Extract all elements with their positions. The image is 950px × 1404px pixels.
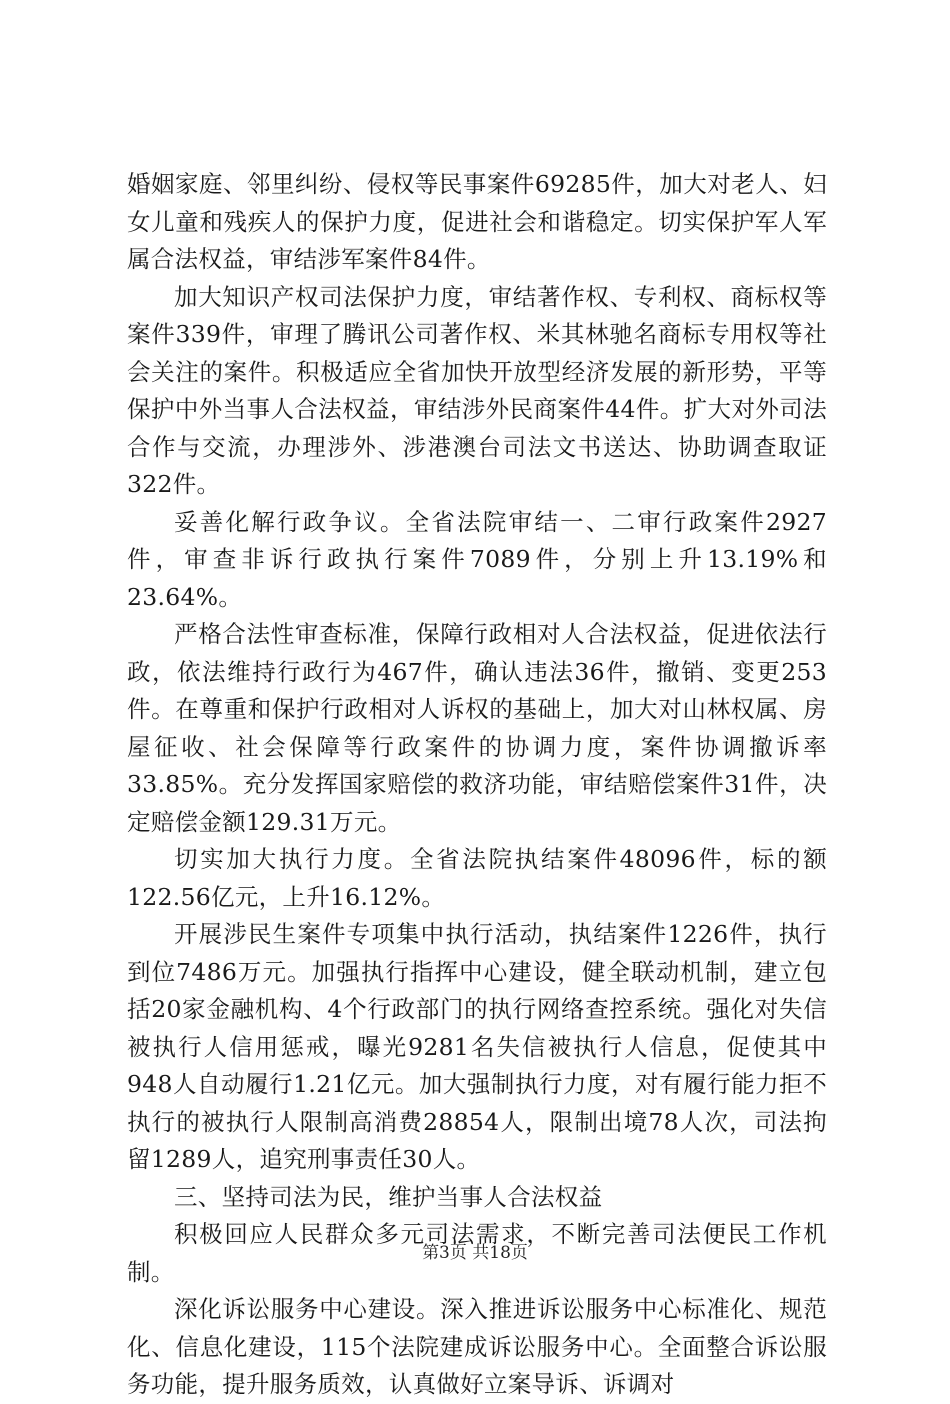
paragraph: 妥善化解行政争议。全省法院审结一、二审行政案件2927件，审查非诉行政执行案件7089件，分别上升13.19%和23.64%。 [127,507,827,611]
paragraph: 加大知识产权司法保护力度，审结著作权、专利权、商标权等案件339件，审理了腾讯公司著作权、米其林驰名商标专用权等社会关注的案件。积极适应全省加快开放型经济发展的新形势，平等保护中外当事人合法权益，审结涉外民商案件44件。扩大对外司法合作与交流，办理涉外、涉港澳台司法文书送达、协助调查取证322件。 [127,282,827,498]
paragraph: 婚姻家庭、邻里纠纷、侵权等民事案件69285件，加大对老人、妇女儿童和残疾人的保护力度，促进社会和谐稳定。切实保护军人军属合法权益，审结涉军案件84件。 [127,170,827,273]
paragraph: 严格合法性审查标准，保障行政相对人合法权益，促进依法行政，依法维持行政行为467件，确认违法36件，撤销、变更253件。在尊重和保护行政相对人诉权的基础上，加大对山林权属、房屋征收、社会保障等行政案件的协调力度，案件协调撤诉率33.85%。充分发挥国家赔偿的救济功能，审结赔偿案件31件，决定赔偿金额129.31万元。 [127,620,827,836]
paragraph: 切实加大执行力度。全省法院执结案件48096件，标的额122.56亿元，上升16.12%。 [127,845,827,911]
document-body [127,166,827,1404]
paragraph: 积极回应人民群众多元司法需求，不断完善司法便民工作机制。 [127,1220,827,1286]
section-heading: 三、坚持司法为民，维护当事人合法权益 [174,1182,603,1211]
paragraph: 开展涉民生案件专项集中执行活动，执结案件1226件，执行到位7486万元。加强执行指挥中心建设，健全联动机制，建立包括20家金融机构、4个行政部门的执行网络查控系统。强化对失信被执行人信用惩戒，曝光9281名失信被执行人信息，促使其中948人自动履行1.21亿元。加大强制执行力度，对有履行能力拒不执行的被执行人限制高消费28854人，限制出境78人次，司法拘留1289人，追究刑事责任30人。 [127,920,827,1173]
paragraph: 深化诉讼服务中心建设。深入推进诉讼服务中心标准化、规范化、信息化建设，115个法院建成诉讼服务中心。全面整合诉讼服务功能，提升服务质效，认真做好立案导诉、诉调对 [127,1295,827,1398]
page-number-footer: 第3页 共18页 [422,1243,528,1263]
